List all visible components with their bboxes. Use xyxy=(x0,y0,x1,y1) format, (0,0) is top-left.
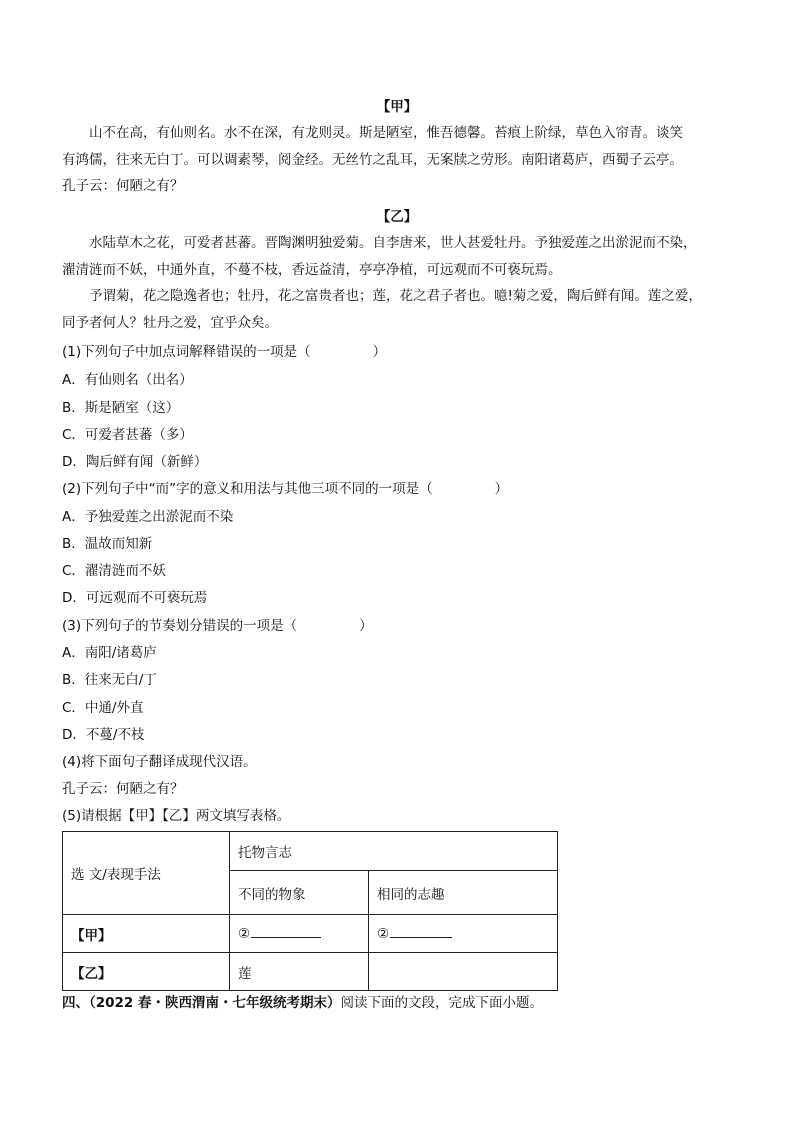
fill-blank-line[interactable] xyxy=(251,925,321,938)
question-1-option-d: D．陶后鲜有闻（新鲜） xyxy=(62,454,208,470)
table-col-header-aspirations: 相同的志趣 xyxy=(369,871,558,915)
passage-yi-paragraph-2 xyxy=(62,283,732,336)
heading-jia: 【甲】 xyxy=(376,99,418,115)
question-2-stem: (2)下列句子中“而”字的意义和用法与其他三项不同的一项是（ xyxy=(62,481,433,497)
question-3-option-d: D．不蔓/不枝 xyxy=(62,727,145,743)
question-1-option-a: A．有仙则名（出名） xyxy=(62,372,193,388)
table-cell-jia-object[interactable]: ② xyxy=(230,915,369,953)
table-cell-yi-aspiration[interactable] xyxy=(369,953,558,991)
fill-blank-line[interactable] xyxy=(390,925,452,938)
answer-table xyxy=(62,831,558,991)
question-4-sentence: 孔子云：何陋之有？ xyxy=(62,781,184,797)
passage-jia-line-2: 有鸿儒，往来无白丁。可以调素琴，阅金经。无丝竹之乱耳，无案牍之劳形。南阳诸葛庐，西蜀子云亭。 xyxy=(62,151,683,168)
heading-yi: 【乙】 xyxy=(376,209,418,225)
table-col-header-objects: 不同的物象 xyxy=(230,871,369,915)
question-2-option-c: C．濯清涟而不妖 xyxy=(62,563,166,579)
question-1-option-c: C．可爱者甚蕃（多） xyxy=(62,427,193,443)
table-row-label-jia: 【甲】 xyxy=(63,915,230,953)
section-4-number: 四、 xyxy=(62,995,89,1011)
question-2-option-b: B．温故而知新 xyxy=(62,536,153,552)
passage-yi-paragraph-1 xyxy=(62,230,732,283)
question-3-stem: (3)下列句子的节奏划分错误的一项是（ xyxy=(62,618,298,634)
section-4-heading xyxy=(62,991,543,1011)
section-4-instruction: 阅读下面的文段，完成下面小题。 xyxy=(340,995,544,1011)
question-3-option-b: B．往来无白/丁 xyxy=(62,672,157,688)
passage-yi-p2-line-2: 同予者何人？牡丹之爱，宜乎众矣。 xyxy=(62,314,278,331)
question-1: (1)下列句子中加点词解释错误的一项是（ ） xyxy=(62,344,387,360)
question-2: (2)下列句子中“而”字的意义和用法与其他三项不同的一项是（ ） xyxy=(62,481,509,497)
question-5-stem: (5)请根据【甲】【乙】两文填写表格。 xyxy=(62,808,291,824)
passage-yi-p2-line-1: 予谓菊，花之隐逸者也；牡丹，花之富贵者也；莲，花之君子者也。噫!菊之爱，陶后鲜有闻。莲之爱， xyxy=(89,288,702,304)
table-cell-jia-aspiration[interactable]: ② xyxy=(369,915,558,953)
table-cell-yi-object: 莲 xyxy=(230,953,369,991)
section-4-source: （2022 春・陕西渭南・七年级统考期末） xyxy=(89,995,341,1011)
table-method-header: 托物言志 xyxy=(230,832,558,871)
question-1-stem: (1)下列句子中加点词解释错误的一项是（ xyxy=(62,344,311,360)
question-4-stem: (4)将下面句子翻译成现代汉语。 xyxy=(62,754,257,770)
question-3-option-a: A．南阳/诸葛庐 xyxy=(62,645,157,661)
question-3: (3)下列句子的节奏划分错误的一项是（ ） xyxy=(62,618,373,634)
passage-jia-line-1: 山不在高，有仙则名。水不在深，有龙则灵。斯是陋室，惟吾德馨。苔痕上阶绿，草色入帘青。谈笑 xyxy=(89,125,683,141)
table-corner-cell: 选 文/表现手法 xyxy=(63,832,230,915)
question-2-option-d: D．可远观而不可亵玩焉 xyxy=(62,590,208,606)
passage-jia-line-3: 孔子云：何陋之有？ xyxy=(62,178,184,194)
question-1-option-b: B．斯是陋室（这） xyxy=(62,400,180,416)
passage-yi-p1-line-1: 水陆草木之花，可爱者甚蕃。晋陶渊明独爱菊。自李唐来，世人甚爱牡丹。予独爱莲之出淤泥而不染， xyxy=(89,235,697,251)
passage-jia xyxy=(62,120,732,200)
passage-yi-p1-line-2: 濯清涟而不妖，中通外直，不蔓不枝，香远益清，亭亭净植，可远观而不可亵玩焉。 xyxy=(62,261,562,278)
question-2-option-a: A．予独爱莲之出淤泥而不染 xyxy=(62,509,234,525)
table-row-label-yi: 【乙】 xyxy=(63,953,230,991)
question-3-option-c: C．中通/外直 xyxy=(62,700,144,716)
